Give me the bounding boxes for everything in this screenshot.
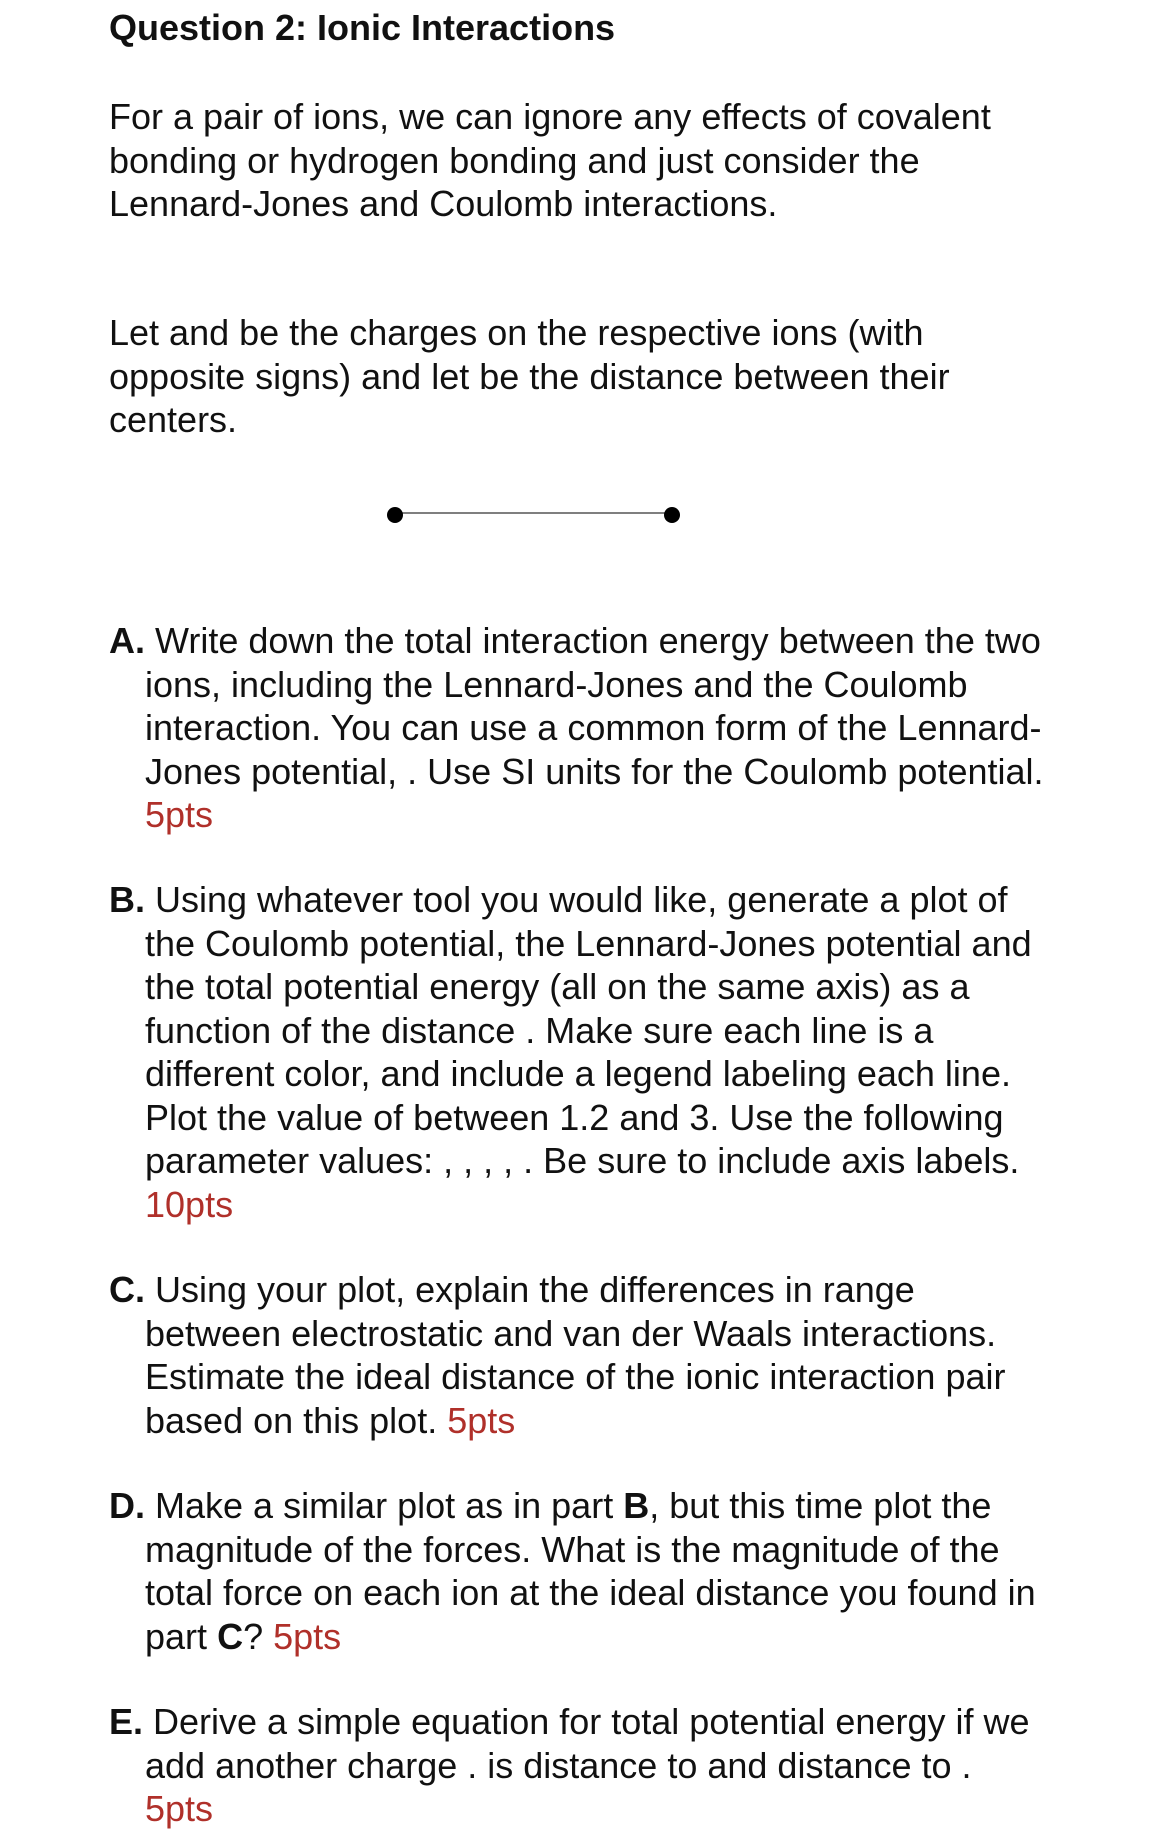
charges-paragraph: Let and be the charges on the respective ions (with opposite signs) and let be the distance between their centers. [109,312,950,440]
question-d-letter: D. [109,1485,145,1526]
question-e-text: Derive a simple equation for total potential energy if we add another charge . is distance to and distance to . [145,1701,1030,1786]
question-b-text: Using whatever tool you would like, generate a plot of the Coulomb potential, the Lennard-Jones potential and the total potential energy (all on the same axis) as a function of the distance . Make sure each line is a different color, and include a legend labeling each line. Plot the value of between 1.2 and 3. Use the following parameter values: , , , , . Be sure to include axis labels. [145,879,1032,1181]
question-c [109,1268,1045,1442]
question-b-letter: B. [109,879,145,920]
ion-2-dot [664,507,680,523]
question-c-text: Using your plot, explain the differences in range between electrostatic and van der Waals interactions. Estimate the ideal distance of the ionic interaction pair based on this plot. [145,1269,1006,1441]
ion-pair-diagram [380,495,690,545]
question-d-ref-b: B [623,1485,650,1526]
question-e-letter: E. [109,1701,144,1742]
question-d [109,1484,1045,1658]
question-title: Question 2: Ionic Interactions [109,7,616,48]
question-b-points: 10pts [145,1183,234,1225]
question-a-letter: A. [109,620,145,661]
question-d-text-2: , but this time plot the magnitude of the forces. What is the magnitude of the total force on each ion at the ideal distance you found in part [145,1485,1036,1657]
question-d-points: 5pts [273,1615,342,1657]
question-d-text-3: ? [243,1615,264,1657]
intro-paragraph: For a pair of ions, we can ignore any effects of covalent bonding or hydrogen bonding and just consider the Lennard-Jones and Coulomb interactions. [109,96,991,224]
question-a [109,619,1045,837]
question-b [109,878,1045,1226]
question-e-points: 5pts [145,1788,214,1829]
question-e [109,1700,1045,1831]
question-d-ref-c: C [217,1615,244,1657]
question-c-letter: C. [109,1269,145,1310]
question-c-points: 5pts [447,1399,516,1441]
question-a-text: Write down the total interaction energy between the two ions, including the Lennard-Jones and the Coulomb interaction. You can use a common form of the Lennard-Jones potential, . Use SI units for the Coulomb potential. [145,620,1044,792]
question-d-text-1: Make a similar plot as in part [155,1485,614,1526]
ion-1-dot [387,507,403,523]
question-a-points: 5pts [145,794,214,835]
